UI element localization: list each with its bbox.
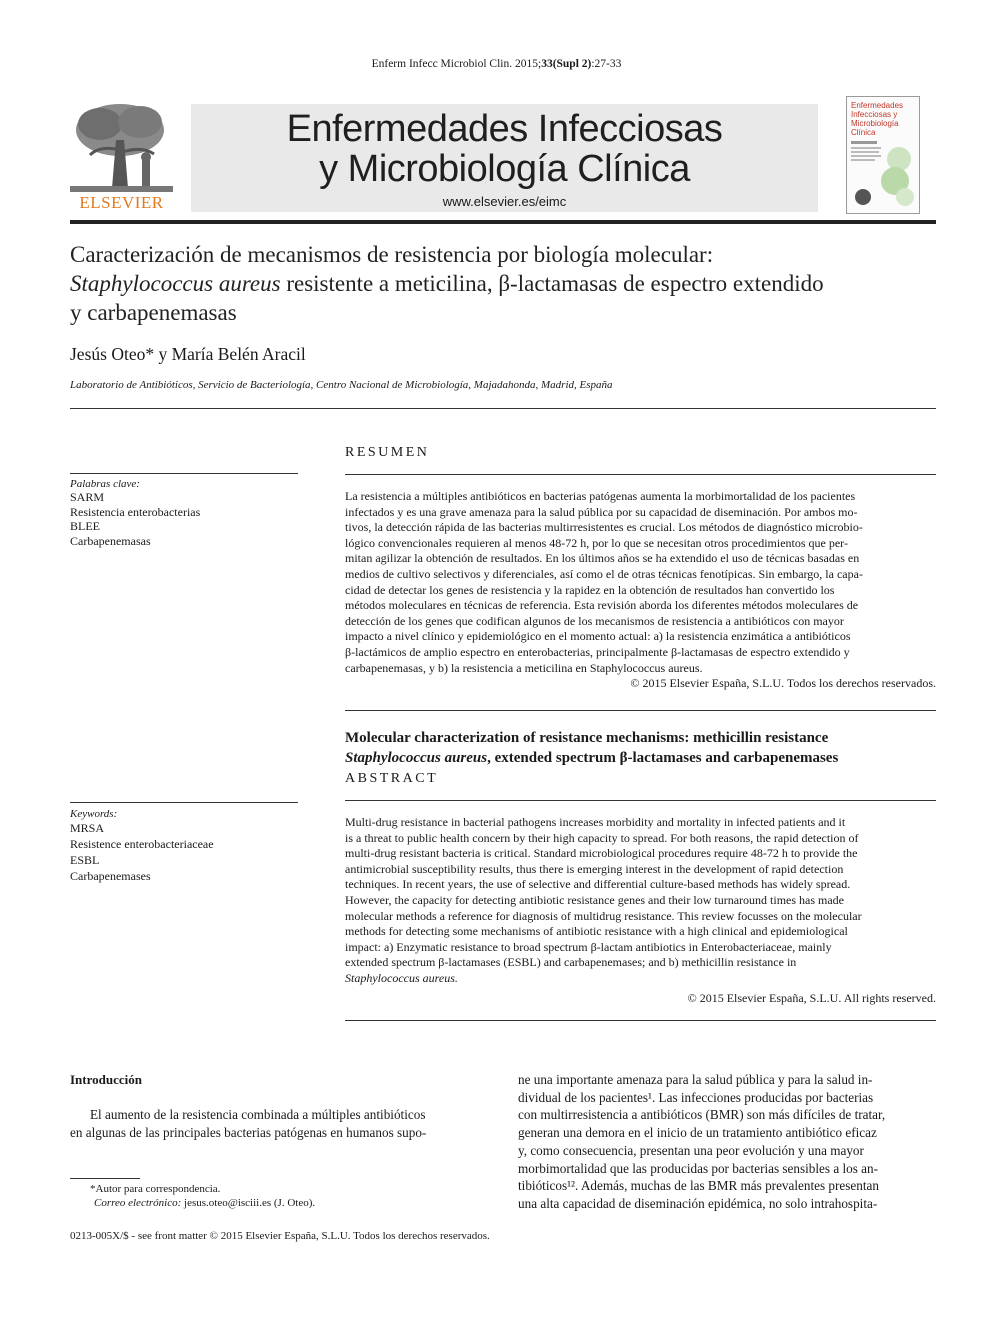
abstract-divider: [345, 800, 936, 801]
resumen-copyright: © 2015 Elsevier España, S.L.U. Todos los derechos reservados.: [630, 676, 936, 691]
email-note: Correo electrónico: jesus.oteo@isciii.es (J. Oteo).: [94, 1197, 316, 1209]
footnote-divider: [70, 1178, 140, 1179]
keyword: Carbapenemasas: [70, 533, 151, 548]
keyword: Carbapenemases: [70, 869, 151, 883]
intro-right-column: ne una importante amenaza para la salud pública y para la salud in- dividual de los pacientes¹. Las infecciones producidas por bacterias con multirresistencia a antibióticos (BMR) son más difíciles de tratar, generan una demora en el inicio de un tratamiento antibiótico eficaz y, como consecuencia, presentan una peor evolución y una mayor morbimortalidad que las producidas por bacterias sensibles a los an- tibióticos¹². Además, muchas de las BMR más prevalentes presentan una alta capacidad de diseminación epidémica, no solo intrahospita-: [518, 1072, 886, 1211]
keywords-en-divider: [70, 802, 298, 803]
keyword: ESBL: [70, 853, 100, 867]
correspondence-note: *Autor para correspondencia.: [90, 1183, 221, 1195]
journal-name-line2: y Microbiología Clínica: [319, 148, 690, 190]
intro-heading: Introducción: [70, 1072, 142, 1087]
keyword: SARM: [70, 490, 105, 504]
abstract-body: Multi-drug resistance in bacterial pathogens increases morbidity and mortality in infected patients and it is a threat to public health concern by their high capacity to spread. For both reasons, the rapid detection of multi-drug resistant bacteria is critical. Standard microbiological procedures require 48-72 h to provide the antimicrobial susceptibility results, thus there is emerging interest in the development of rapid detection techniques. In recent years, the use of selective and differential culture-based methods has widely spread. However, the capacity for detecting antibiotic resistance genes and their low turnaround times has made molecular methods a reference for diagnosis of multidrug resistance. This review focusses on the molecular methods for detecting some mechanisms of antibiotic resistance with a high clinical and epidemiological impact: a) Enzymatic resistance to broad spectrum β-lactam antibiotics in Enterobacteriaceae, mainly extended spectrum β-lactamases (ESBL) and carbapenemases; and b) methicillin resistance in Staphylococcus aureus. © 2015 Elsevier España, S.L.U. All rights reserved.: [345, 815, 936, 1005]
affiliation-divider: [70, 408, 936, 409]
keyword: Resistencia enterobacterias: [70, 504, 201, 519]
elsevier-logo: [70, 100, 173, 213]
resumen-heading: RESUMEN: [345, 445, 430, 460]
article-title: Caracterización de mecanismos de resistencia por biología molecular: Staphylococcus aureus resistente a meticilina, β-lactamasas de espectro extendido y carbapenemasas: [70, 242, 824, 325]
header-divider: [70, 220, 936, 224]
keywords-es-divider: [70, 473, 298, 474]
keyword: Resistence enterobacteriaceae: [70, 837, 214, 851]
intro-left-column: El aumento de la resistencia combinada a múltiples antibióticos en algunas de las principales bacterias patógenas en humanos supo-: [70, 1107, 427, 1140]
keywords-es: Palabras clave: SARM Resistencia enterobacterias BLEE Carbapenemasas: [70, 478, 298, 548]
abstract-end-divider: [345, 1020, 936, 1021]
resumen-divider: [345, 474, 936, 475]
keyword: BLEE: [70, 519, 100, 533]
keyword: MRSA: [70, 821, 105, 835]
tree-icon: [70, 100, 173, 192]
issn-line: 0213-005X/$ - see front matter © 2015 Elsevier España, S.L.U. Todos los derechos reservados.: [70, 1230, 490, 1242]
publisher-name: ELSEVIER: [79, 193, 164, 212]
journal-banner: [191, 104, 818, 212]
journal-citation: Enferm Infecc Microbiol Clin. 2015;33(Supl 2):27-33: [371, 58, 622, 70]
journal-name-line1: Enfermedades Infecciosas: [286, 108, 723, 150]
journal-cover: [846, 96, 920, 214]
abstract-heading: ABSTRACT: [345, 771, 439, 786]
english-title: Molecular characterization of resistance mechanisms: methicillin resistance Staphylococcus aureus, extended spectrum β-lactamases and carbapenemases: [345, 730, 839, 766]
authors: Jesús Oteo* y María Belén Aracil: [70, 344, 306, 364]
abstract-copyright: © 2015 Elsevier España, S.L.U. All rights reserved.: [687, 990, 936, 1005]
resumen-end-divider: [345, 710, 936, 711]
resumen-body: La resistencia a múltiples antibióticos en bacterias patógenas aumenta la morbimortalidad de los pacientes infectados y es una grave amenaza para la salud pública por su capacidad de diseminación. Por ambos mo- tivos, la detección rápida de las bacterias multirresistentes es crucial. Los métodos de diagnóstico microbio- lógico convencionales requieren al menos 48-72 h, por lo que se necesitan otros procedimientos que per- mitan agilizar la obtención de resultados. En los últimos años se ha extendido el uso de técnicas basadas en medios de cultivo selectivos y diferenciales, así como el de otras técnicas fenotípicas. Sin embargo, la capa- cidad de detectar los genes de resistencia y la rapidez en la obtención de resultados han convertido los métodos moleculares en técnicas de referencia. Esta revisión aborda los diferentes métodos moleculares de detección de los genes que codifican algunos de los mecanismos de resistencia a antibióticos con mayor impacto a nivel clínico y epidemiológico en el momento actual: a) la resistencia enzimática a antibióticos β-lactámicos de amplio espectro en enterobacterias, principalmente β-lactamasas de espectro extendido y carbapenemasas, y b) la resistencia a meticilina en Staphylococcus aureus. © 2015 Elsevier España, S.L.U. Todos los derechos reservados.: [345, 489, 936, 691]
cover-graphic-icon: [851, 141, 915, 209]
affiliation: Laboratorio de Antibióticos, Servicio de Bacteriología, Centro Nacional de Microbiología, Majadahonda, Madrid, España: [70, 379, 613, 391]
keywords-en: Keywords: MRSA Resistence enterobacteriaceae ESBL Carbapenemases: [70, 808, 298, 884]
cover-title: Enfermedades Infecciosas y Microbiología Clínica: [851, 101, 904, 137]
email-link[interactable]: jesus.oteo@isciii.es (J. Oteo).: [181, 1197, 316, 1209]
journal-url[interactable]: www.elsevier.es/eimc: [442, 194, 567, 209]
